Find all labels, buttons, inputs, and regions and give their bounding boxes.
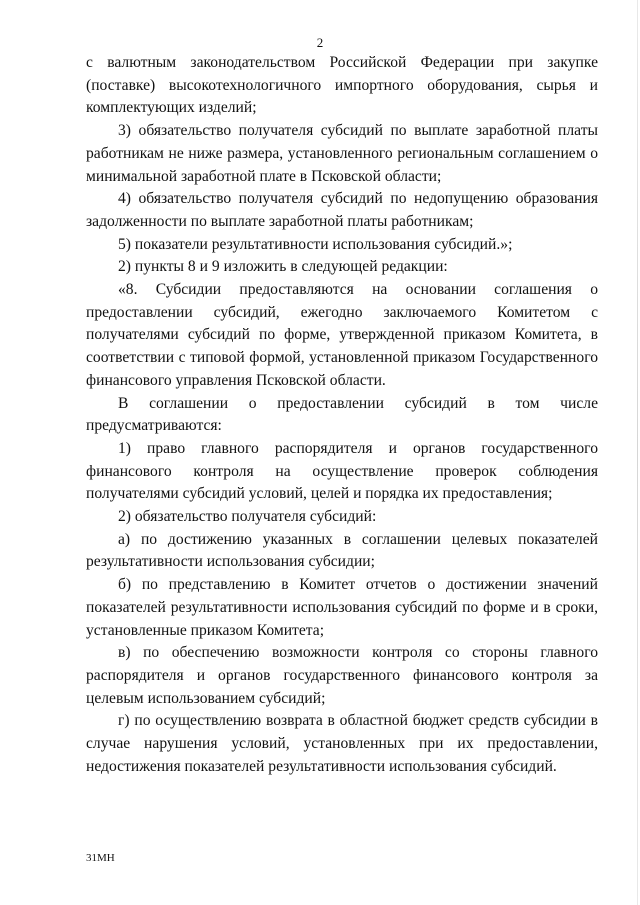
paragraph-sub-v: в) по обеспечению возможности контроля со стороны главного распорядителя и органов государственного финансового контроля за целевым использованием субсидий; [86,644,598,707]
paragraph-item-5: 5) показатели результативности использования субсидий.»; [118,235,513,253]
footer-code: 31МН [86,852,115,864]
paragraph-clause-8: «8. Субсидии предоставляются на основании соглашения о предоставлении субсидий, ежегодно заключаемого Комитетом с получателями субсидий по форме, утвержденной приказом Комитета, в соответствии с типовой формой, установленной приказом Государственного финансового управления Псковской области. [86,281,598,389]
paragraph-sub-g: г) по осуществлению возврата в областной бюджет средств субсидии в случае нарушения условий, установленных при их предоставлении, недостижения показателей результативности использования субсидий. [86,712,598,775]
document-body [86,52,598,779]
paragraph-sub-b: б) по представлению в Комитет отчетов о достижении значений показателей результативности использования субсидий по форме и в сроки, установленные приказом Комитета; [86,576,598,639]
paragraph-continuation: с валютным законодательством Российской Федерации при закупке (поставке) высокотехнологичного импортного оборудования, сырья и комплектующих изделий; [86,54,598,117]
paragraph-item-4: 4) обязательство получателя субсидий по недопущению образования задолженности по выплате заработной платы работникам; [86,190,598,230]
paragraph-obligation-2: 2) обязательство получателя субсидий: [118,508,377,526]
paragraph-amendment-2: 2) пункты 8 и 9 изложить в следующей редакции: [118,258,448,276]
scan-edge-divider [637,0,638,905]
paragraph-right-1: 1) право главного распорядителя и органов государственного финансового контроля на осуществление проверок соблюдения получателями субсидий условий, целей и порядка их предоставления; [86,439,598,503]
paragraph-item-3: 3) обязательство получателя субсидий по выплате заработной платы работникам не ниже размера, установленного региональным соглашением о минимальной заработной плате в Псковской области; [86,122,598,185]
paragraph-agreement-intro: В соглашении о предоставлении субсидий в том числе предусматриваются: [86,394,598,435]
page-number: 2 [316,35,324,50]
paragraph-sub-a: а) по достижению указанных в соглашении целевых показателей результативности использования субсидии; [86,530,598,571]
